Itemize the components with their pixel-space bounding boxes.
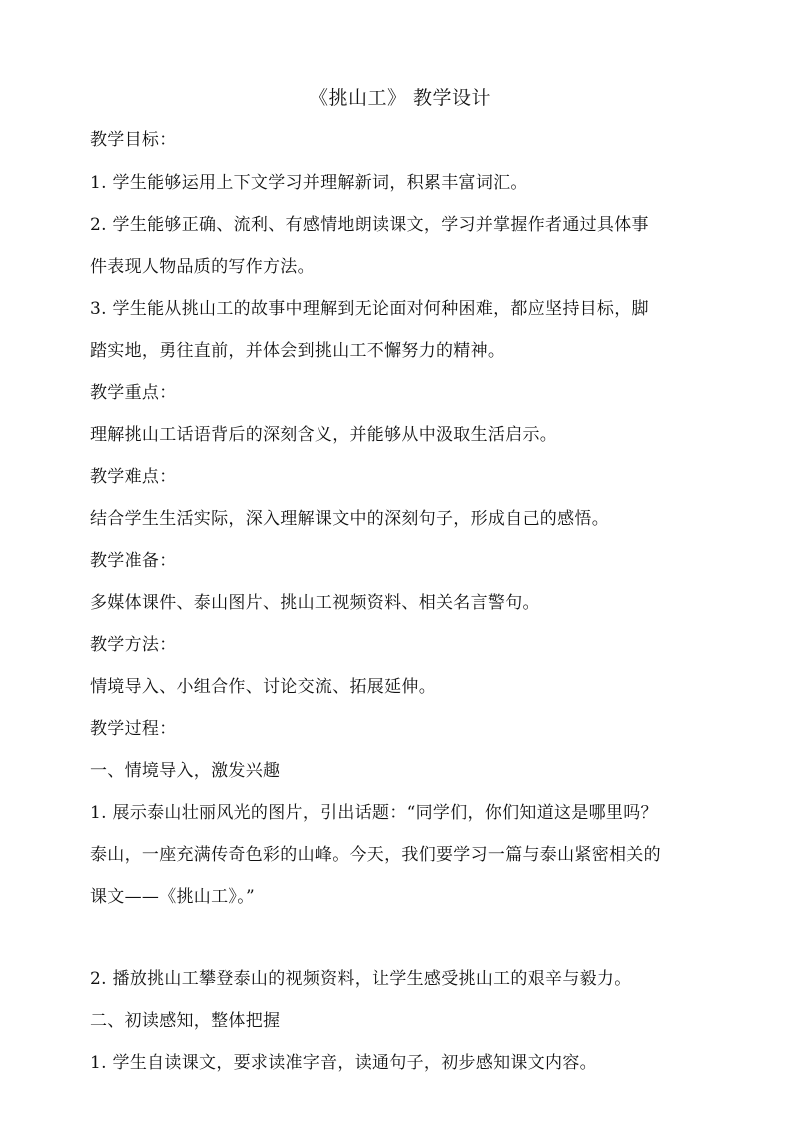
process-section-1-item-1-line-1: 1. 展示泰山壮丽风光的图片，引出话题：“同学们，你们知道这是哪里吗？ (90, 803, 658, 823)
key-points-heading: 教学重点： (90, 383, 177, 403)
difficulties-text: 结合学生生活实际，深入理解课文中的深刻句子，形成自己的感悟。 (90, 509, 609, 529)
methods-heading: 教学方法： (90, 635, 177, 655)
process-section-1-item-2: 2. 播放挑山工攀登泰山的视频资料，让学生感受挑山工的艰辛与毅力。 (90, 969, 632, 989)
methods-text: 情境导入、小组合作、讨论交流、拓展延伸。 (90, 677, 436, 697)
objective-item-2-line-2: 件表现人物品质的写作方法。 (90, 257, 315, 277)
process-section-1-heading: 一、情境导入，激发兴趣 (90, 761, 281, 781)
objective-item-2-line-1: 2. 学生能够正确、流利、有感情地朗读课文，学习并掌握作者通过具体事 (90, 215, 649, 235)
objective-item-3-line-1: 3. 学生能从挑山工的故事中理解到无论面对何种困难，都应坚持目标，脚 (90, 299, 649, 319)
process-section-1-item-1-line-2: 泰山，一座充满传奇色彩的山峰。今天，我们要学习一篇与泰山紧密相关的 (90, 845, 661, 865)
process-section-1-item-1-line-3: 课文——《挑山工》。” (90, 887, 255, 907)
objectives-heading: 教学目标： (90, 130, 177, 150)
objective-item-3-line-2: 踏实地，勇往直前，并体会到挑山工不懈努力的精神。 (90, 341, 506, 361)
objective-item-1: 1. 学生能够运用上下文学习并理解新词，积累丰富词汇。 (90, 173, 528, 193)
key-points-text: 理解挑山工话语背后的深刻含义，并能够从中汲取生活启示。 (90, 425, 558, 445)
document-title: 《挑山工》 教学设计 (308, 87, 492, 109)
process-section-2-item-1: 1. 学生自读课文，要求读准字音，读通句子，初步感知课文内容。 (90, 1053, 597, 1073)
preparation-heading: 教学准备： (90, 551, 177, 571)
difficulties-heading: 教学难点： (90, 467, 177, 487)
preparation-text: 多媒体课件、泰山图片、挑山工视频资料、相关名言警句。 (90, 593, 540, 613)
process-section-2-heading: 二、初读感知，整体把握 (90, 1011, 281, 1031)
process-heading: 教学过程： (90, 719, 177, 739)
